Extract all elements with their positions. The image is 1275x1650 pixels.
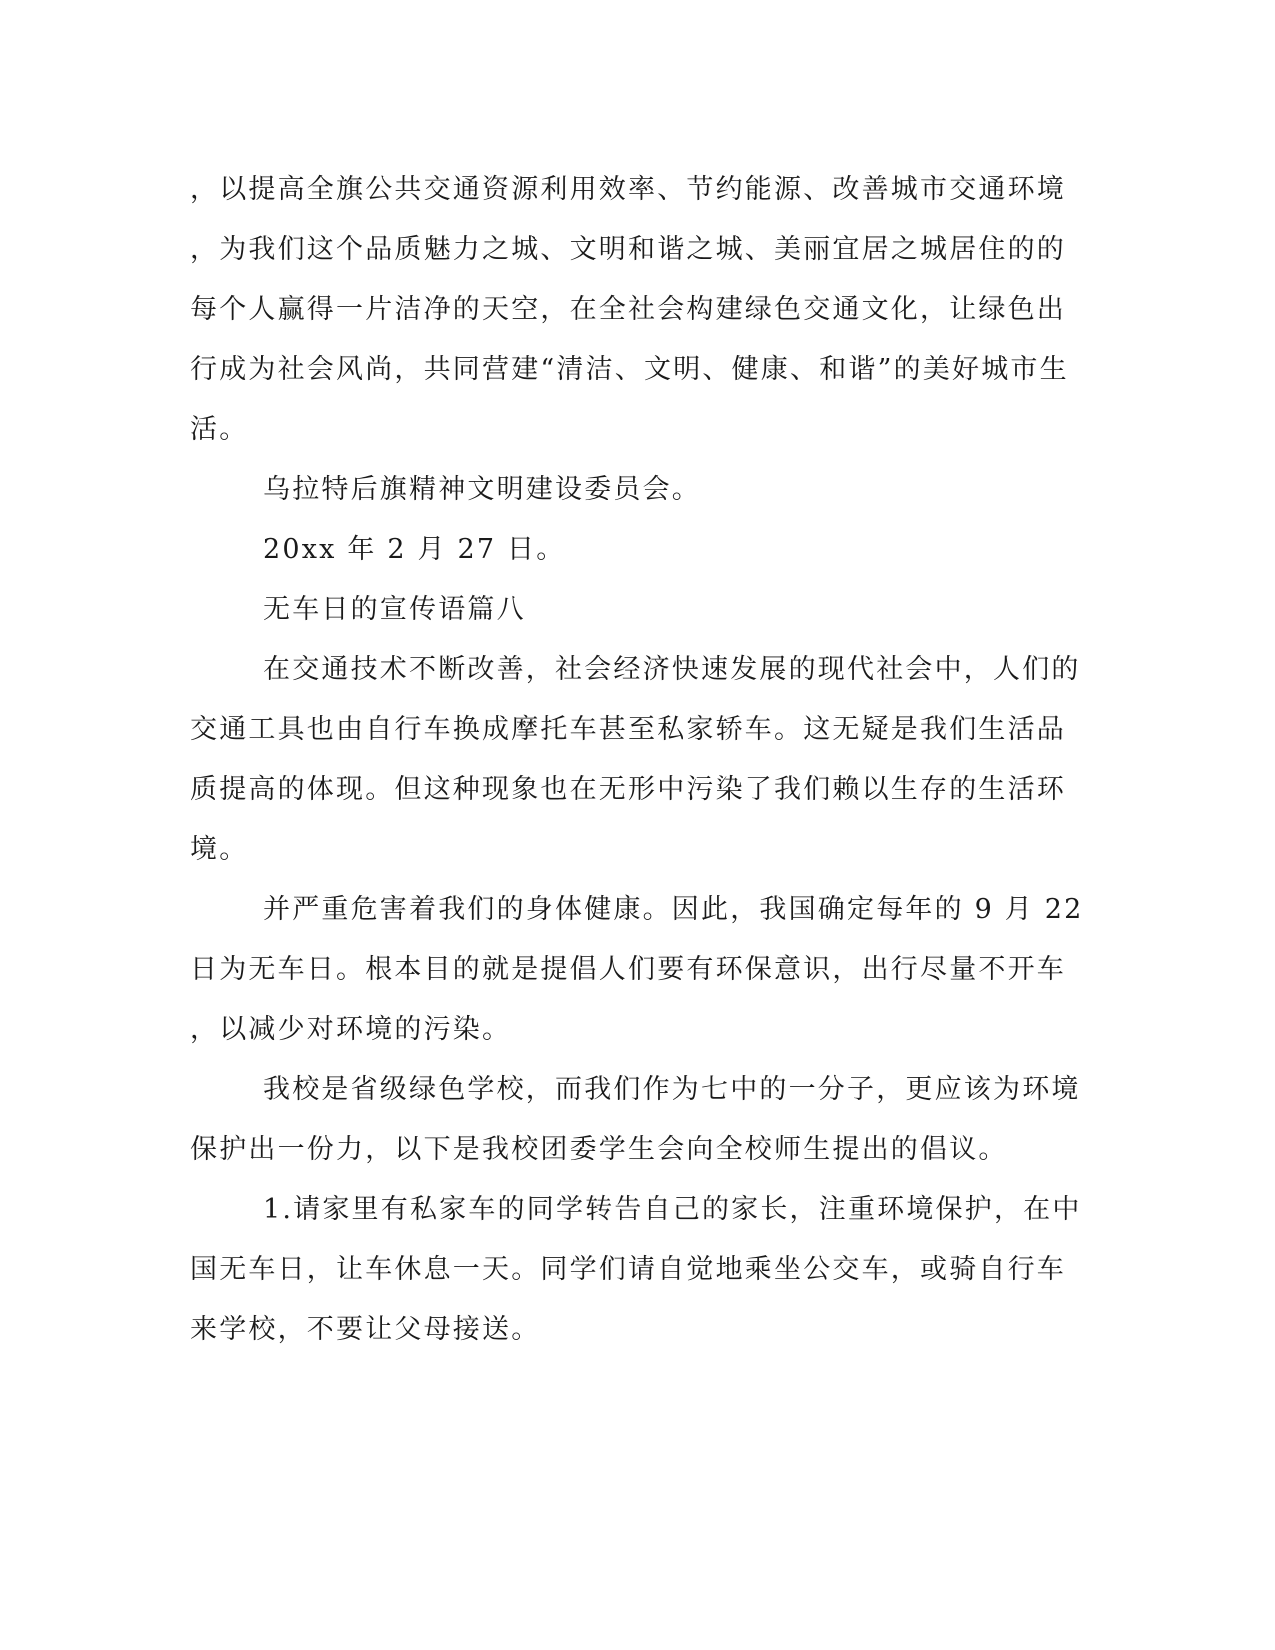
paragraph-line: ，以减少对环境的污染。 (190, 1014, 512, 1045)
paragraph-line: 交通工具也由自行车换成摩托车甚至私家轿车。这无疑是我们生活品 (190, 714, 1066, 745)
paragraph-line: ，以提高全旗公共交通资源利用效率、节约能源、改善城市交通环境 (190, 174, 1066, 205)
paragraph-line: 我校是省级绿色学校，而我们作为七中的一分子，更应该为环境 (263, 1074, 1081, 1105)
paragraph-line: 保护出一份力，以下是我校团委学生会向全校师生提出的倡议。 (190, 1134, 1008, 1165)
paragraph-line: 并严重危害着我们的身体健康。因此，我国确定每年的 9 月 22 (263, 894, 1084, 925)
date-line: 20xx 年 2 月 27 日。 (263, 534, 566, 565)
paragraph-line: 活。 (190, 414, 249, 445)
list-item-line: 1.请家里有私家车的同学转告自己的家长，注重环境保护，在中 (263, 1194, 1082, 1225)
signature-line: 乌拉特后旗精神文明建设委员会。 (263, 474, 701, 505)
paragraph-line: 日为无车日。根本目的就是提倡人们要有环保意识，出行尽量不开车 (190, 954, 1066, 985)
paragraph-line: ，为我们这个品质魅力之城、文明和谐之城、美丽宜居之城居住的的 (190, 234, 1066, 265)
paragraph-line: 质提高的体现。但这种现象也在无形中污染了我们赖以生存的生活环 (190, 774, 1066, 805)
paragraph-line: 行成为社会风尚，共同营建“清洁、文明、健康、和谐”的美好城市生 (190, 354, 1069, 385)
list-item-line: 国无车日，让车休息一天。同学们请自觉地乘坐公交车，或骑自行车 (190, 1254, 1066, 1285)
paragraph-line: 在交通技术不断改善，社会经济快速发展的现代社会中，人们的 (263, 654, 1081, 685)
paragraph-line: 境。 (190, 834, 249, 865)
section-title: 无车日的宣传语篇八 (263, 594, 526, 625)
list-item-line: 来学校，不要让父母接送。 (190, 1314, 541, 1345)
paragraph-line: 每个人赢得一片洁净的天空，在全社会构建绿色交通文化，让绿色出 (190, 294, 1066, 325)
